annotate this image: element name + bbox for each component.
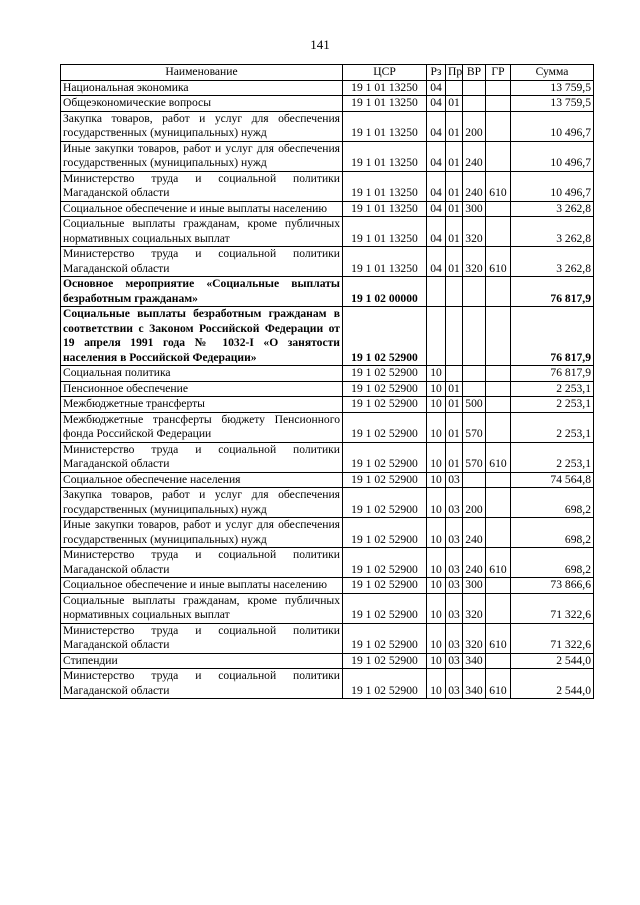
row-vr-cell <box>463 366 486 382</box>
row-name-cell: Закупка товаров, работ и услуг для обеспечения государственных (муниципальных) нужд <box>61 488 343 518</box>
row-name-cell: Социальные выплаты гражданам, кроме публичных нормативных социальных выплат <box>61 217 343 247</box>
row-csr-cell: 19 1 02 52900 <box>343 381 427 397</box>
row-sum-cell: 2 253,1 <box>511 397 594 413</box>
row-gr-cell <box>486 488 511 518</box>
row-name-cell: Закупка товаров, работ и услуг для обеспечения государственных (муниципальных) нужд <box>61 111 343 141</box>
row-gr-cell <box>486 653 511 669</box>
row-rz-cell: 04 <box>427 217 446 247</box>
row-vr-cell <box>463 96 486 112</box>
row-csr-cell: 19 1 02 52900 <box>343 397 427 413</box>
row-rz-cell: 10 <box>427 397 446 413</box>
row-name-cell: Социальные выплаты гражданам, кроме публичных нормативных социальных выплат <box>61 593 343 623</box>
row-gr-cell <box>486 80 511 96</box>
table-row <box>61 669 594 699</box>
table-header-row <box>61 65 594 81</box>
row-vr-cell: 200 <box>463 111 486 141</box>
header-vr: ВР <box>463 65 486 81</box>
row-pr-cell: 03 <box>446 623 463 653</box>
row-name-cell: Социальное обеспечение населения <box>61 472 343 488</box>
row-pr-cell: 01 <box>446 397 463 413</box>
row-vr-cell: 240 <box>463 548 486 578</box>
row-gr-cell <box>486 412 511 442</box>
table-row <box>61 548 594 578</box>
row-sum-cell: 74 564,8 <box>511 472 594 488</box>
row-sum-cell: 76 817,9 <box>511 366 594 382</box>
row-vr-cell: 320 <box>463 217 486 247</box>
row-csr-cell: 19 1 02 52900 <box>343 412 427 442</box>
row-vr-cell: 240 <box>463 141 486 171</box>
row-rz-cell: 04 <box>427 201 446 217</box>
row-name-cell: Министерство труда и социальной политики Магаданской области <box>61 669 343 699</box>
header-gr: ГР <box>486 65 511 81</box>
row-vr-cell <box>463 80 486 96</box>
row-sum-cell: 698,2 <box>511 518 594 548</box>
row-pr-cell: 01 <box>446 141 463 171</box>
row-vr-cell: 200 <box>463 488 486 518</box>
row-rz-cell <box>427 307 446 366</box>
row-gr-cell <box>486 472 511 488</box>
row-gr-cell <box>486 366 511 382</box>
row-csr-cell: 19 1 02 52900 <box>343 472 427 488</box>
row-name-cell: Иные закупки товаров, работ и услуг для обеспечения государственных (муниципальных) нужд <box>61 141 343 171</box>
row-pr-cell: 01 <box>446 171 463 201</box>
row-sum-cell: 2 253,1 <box>511 381 594 397</box>
header-name: Наименование <box>61 65 343 81</box>
row-gr-cell <box>486 593 511 623</box>
row-sum-cell: 73 866,6 <box>511 578 594 594</box>
row-pr-cell: 01 <box>446 96 463 112</box>
row-vr-cell: 240 <box>463 171 486 201</box>
row-name-cell: Социальное обеспечение и иные выплаты населению <box>61 201 343 217</box>
row-csr-cell: 19 1 02 00000 <box>343 277 427 307</box>
table-row <box>61 472 594 488</box>
table-row <box>61 593 594 623</box>
row-csr-cell: 19 1 02 52900 <box>343 488 427 518</box>
header-rz: Рз <box>427 65 446 81</box>
row-vr-cell: 240 <box>463 518 486 548</box>
row-vr-cell: 300 <box>463 578 486 594</box>
table-row <box>61 247 594 277</box>
row-csr-cell: 19 1 01 13250 <box>343 141 427 171</box>
row-csr-cell: 19 1 02 52900 <box>343 518 427 548</box>
table-row <box>61 412 594 442</box>
row-rz-cell: 10 <box>427 412 446 442</box>
row-gr-cell: 610 <box>486 171 511 201</box>
row-sum-cell: 10 496,7 <box>511 141 594 171</box>
row-pr-cell: 01 <box>446 201 463 217</box>
row-csr-cell: 19 1 01 13250 <box>343 111 427 141</box>
row-rz-cell: 04 <box>427 80 446 96</box>
table-row <box>61 442 594 472</box>
row-gr-cell <box>486 307 511 366</box>
row-gr-cell <box>486 518 511 548</box>
row-rz-cell: 04 <box>427 141 446 171</box>
row-gr-cell <box>486 96 511 112</box>
row-rz-cell: 10 <box>427 653 446 669</box>
row-csr-cell: 19 1 02 52900 <box>343 307 427 366</box>
row-vr-cell: 340 <box>463 653 486 669</box>
row-rz-cell: 10 <box>427 472 446 488</box>
row-gr-cell: 610 <box>486 669 511 699</box>
row-rz-cell: 10 <box>427 488 446 518</box>
row-gr-cell: 610 <box>486 247 511 277</box>
row-sum-cell: 2 253,1 <box>511 442 594 472</box>
table-row <box>61 277 594 307</box>
row-vr-cell: 320 <box>463 623 486 653</box>
row-csr-cell: 19 1 02 52900 <box>343 669 427 699</box>
header-sum: Сумма <box>511 65 594 81</box>
row-csr-cell: 19 1 02 52900 <box>343 442 427 472</box>
row-gr-cell: 610 <box>486 623 511 653</box>
row-pr-cell <box>446 366 463 382</box>
row-csr-cell: 19 1 02 52900 <box>343 578 427 594</box>
table-row <box>61 171 594 201</box>
table-body <box>61 80 594 699</box>
table-row <box>61 381 594 397</box>
table-row <box>61 307 594 366</box>
row-pr-cell: 01 <box>446 111 463 141</box>
row-sum-cell: 698,2 <box>511 488 594 518</box>
table-row <box>61 578 594 594</box>
row-name-cell: Межбюджетные трансферты бюджету Пенсионного фонда Российской Федерации <box>61 412 343 442</box>
table-row <box>61 623 594 653</box>
row-name-cell: Министерство труда и социальной политики Магаданской области <box>61 171 343 201</box>
row-csr-cell: 19 1 02 52900 <box>343 593 427 623</box>
row-name-cell: Министерство труда и социальной политики Магаданской области <box>61 623 343 653</box>
header-pr: Пр <box>446 65 463 81</box>
row-name-cell: Национальная экономика <box>61 80 343 96</box>
row-name-cell: Общеэкономические вопросы <box>61 96 343 112</box>
table-row <box>61 366 594 382</box>
row-vr-cell <box>463 277 486 307</box>
row-pr-cell: 03 <box>446 578 463 594</box>
row-csr-cell: 19 1 01 13250 <box>343 171 427 201</box>
row-vr-cell: 320 <box>463 593 486 623</box>
row-csr-cell: 19 1 02 52900 <box>343 366 427 382</box>
row-csr-cell: 19 1 02 52900 <box>343 548 427 578</box>
row-sum-cell: 71 322,6 <box>511 593 594 623</box>
row-rz-cell: 04 <box>427 96 446 112</box>
row-gr-cell <box>486 578 511 594</box>
row-csr-cell: 19 1 01 13250 <box>343 96 427 112</box>
row-rz-cell <box>427 277 446 307</box>
row-sum-cell: 10 496,7 <box>511 111 594 141</box>
row-sum-cell: 2 253,1 <box>511 412 594 442</box>
row-csr-cell: 19 1 01 13250 <box>343 201 427 217</box>
row-sum-cell: 13 759,5 <box>511 80 594 96</box>
row-vr-cell: 300 <box>463 201 486 217</box>
row-rz-cell: 10 <box>427 381 446 397</box>
table-row <box>61 518 594 548</box>
row-pr-cell: 03 <box>446 472 463 488</box>
table-row <box>61 201 594 217</box>
row-rz-cell: 10 <box>427 593 446 623</box>
row-rz-cell: 10 <box>427 669 446 699</box>
row-pr-cell <box>446 80 463 96</box>
row-name-cell: Пенсионное обеспечение <box>61 381 343 397</box>
table-row <box>61 397 594 413</box>
row-gr-cell <box>486 201 511 217</box>
row-vr-cell <box>463 381 486 397</box>
row-pr-cell: 01 <box>446 381 463 397</box>
row-vr-cell: 500 <box>463 397 486 413</box>
row-gr-cell <box>486 141 511 171</box>
row-rz-cell: 10 <box>427 366 446 382</box>
row-gr-cell <box>486 111 511 141</box>
row-sum-cell: 2 544,0 <box>511 653 594 669</box>
row-pr-cell <box>446 277 463 307</box>
table-row <box>61 141 594 171</box>
row-pr-cell: 03 <box>446 669 463 699</box>
row-pr-cell <box>446 307 463 366</box>
budget-table <box>60 64 594 699</box>
row-gr-cell: 610 <box>486 548 511 578</box>
row-csr-cell: 19 1 01 13250 <box>343 217 427 247</box>
row-pr-cell: 01 <box>446 412 463 442</box>
row-name-cell: Стипендии <box>61 653 343 669</box>
row-pr-cell: 01 <box>446 217 463 247</box>
row-sum-cell: 698,2 <box>511 548 594 578</box>
row-pr-cell: 03 <box>446 548 463 578</box>
row-rz-cell: 10 <box>427 623 446 653</box>
row-csr-cell: 19 1 01 13250 <box>343 247 427 277</box>
row-rz-cell: 04 <box>427 111 446 141</box>
row-sum-cell: 10 496,7 <box>511 171 594 201</box>
row-sum-cell: 2 544,0 <box>511 669 594 699</box>
row-name-cell: Социальная политика <box>61 366 343 382</box>
row-name-cell: Министерство труда и социальной политики Магаданской области <box>61 247 343 277</box>
row-rz-cell: 10 <box>427 518 446 548</box>
table-row <box>61 80 594 96</box>
table-row <box>61 111 594 141</box>
row-rz-cell: 10 <box>427 442 446 472</box>
row-sum-cell: 76 817,9 <box>511 277 594 307</box>
row-gr-cell <box>486 217 511 247</box>
row-sum-cell: 76 817,9 <box>511 307 594 366</box>
row-gr-cell <box>486 381 511 397</box>
row-pr-cell: 03 <box>446 518 463 548</box>
row-gr-cell <box>486 277 511 307</box>
row-vr-cell: 570 <box>463 412 486 442</box>
row-sum-cell: 13 759,5 <box>511 96 594 112</box>
row-csr-cell: 19 1 01 13250 <box>343 80 427 96</box>
row-pr-cell: 01 <box>446 442 463 472</box>
page-number: 141 <box>310 37 330 52</box>
table-row <box>61 96 594 112</box>
row-name-cell: Иные закупки товаров, работ и услуг для обеспечения государственных (муниципальных) нужд <box>61 518 343 548</box>
row-rz-cell: 10 <box>427 578 446 594</box>
row-csr-cell: 19 1 02 52900 <box>343 653 427 669</box>
row-gr-cell: 610 <box>486 442 511 472</box>
row-rz-cell: 10 <box>427 548 446 578</box>
row-sum-cell: 71 322,6 <box>511 623 594 653</box>
row-name-cell: Основное мероприятие «Социальные выплаты безработным гражданам» <box>61 277 343 307</box>
row-sum-cell: 3 262,8 <box>511 247 594 277</box>
row-name-cell: Социальное обеспечение и иные выплаты населению <box>61 578 343 594</box>
row-name-cell: Межбюджетные трансферты <box>61 397 343 413</box>
row-sum-cell: 3 262,8 <box>511 217 594 247</box>
row-vr-cell: 570 <box>463 442 486 472</box>
row-sum-cell: 3 262,8 <box>511 201 594 217</box>
row-pr-cell: 03 <box>446 593 463 623</box>
header-csr: ЦСР <box>343 65 427 81</box>
row-name-cell: Социальные выплаты безработным гражданам в соответствии с Законом Российской Федерации от 19 апреля 1991 года № 1032-I «О занятости населения в Российской Федерации» <box>61 307 343 366</box>
row-pr-cell: 03 <box>446 488 463 518</box>
row-pr-cell: 03 <box>446 653 463 669</box>
row-pr-cell: 01 <box>446 247 463 277</box>
table-row <box>61 653 594 669</box>
row-vr-cell: 320 <box>463 247 486 277</box>
row-gr-cell <box>486 397 511 413</box>
table-row <box>61 217 594 247</box>
row-vr-cell: 340 <box>463 669 486 699</box>
row-name-cell: Министерство труда и социальной политики Магаданской области <box>61 442 343 472</box>
row-vr-cell <box>463 307 486 366</box>
table-row <box>61 488 594 518</box>
row-csr-cell: 19 1 02 52900 <box>343 623 427 653</box>
row-name-cell: Министерство труда и социальной политики Магаданской области <box>61 548 343 578</box>
row-rz-cell: 04 <box>427 247 446 277</box>
row-rz-cell: 04 <box>427 171 446 201</box>
row-vr-cell <box>463 472 486 488</box>
